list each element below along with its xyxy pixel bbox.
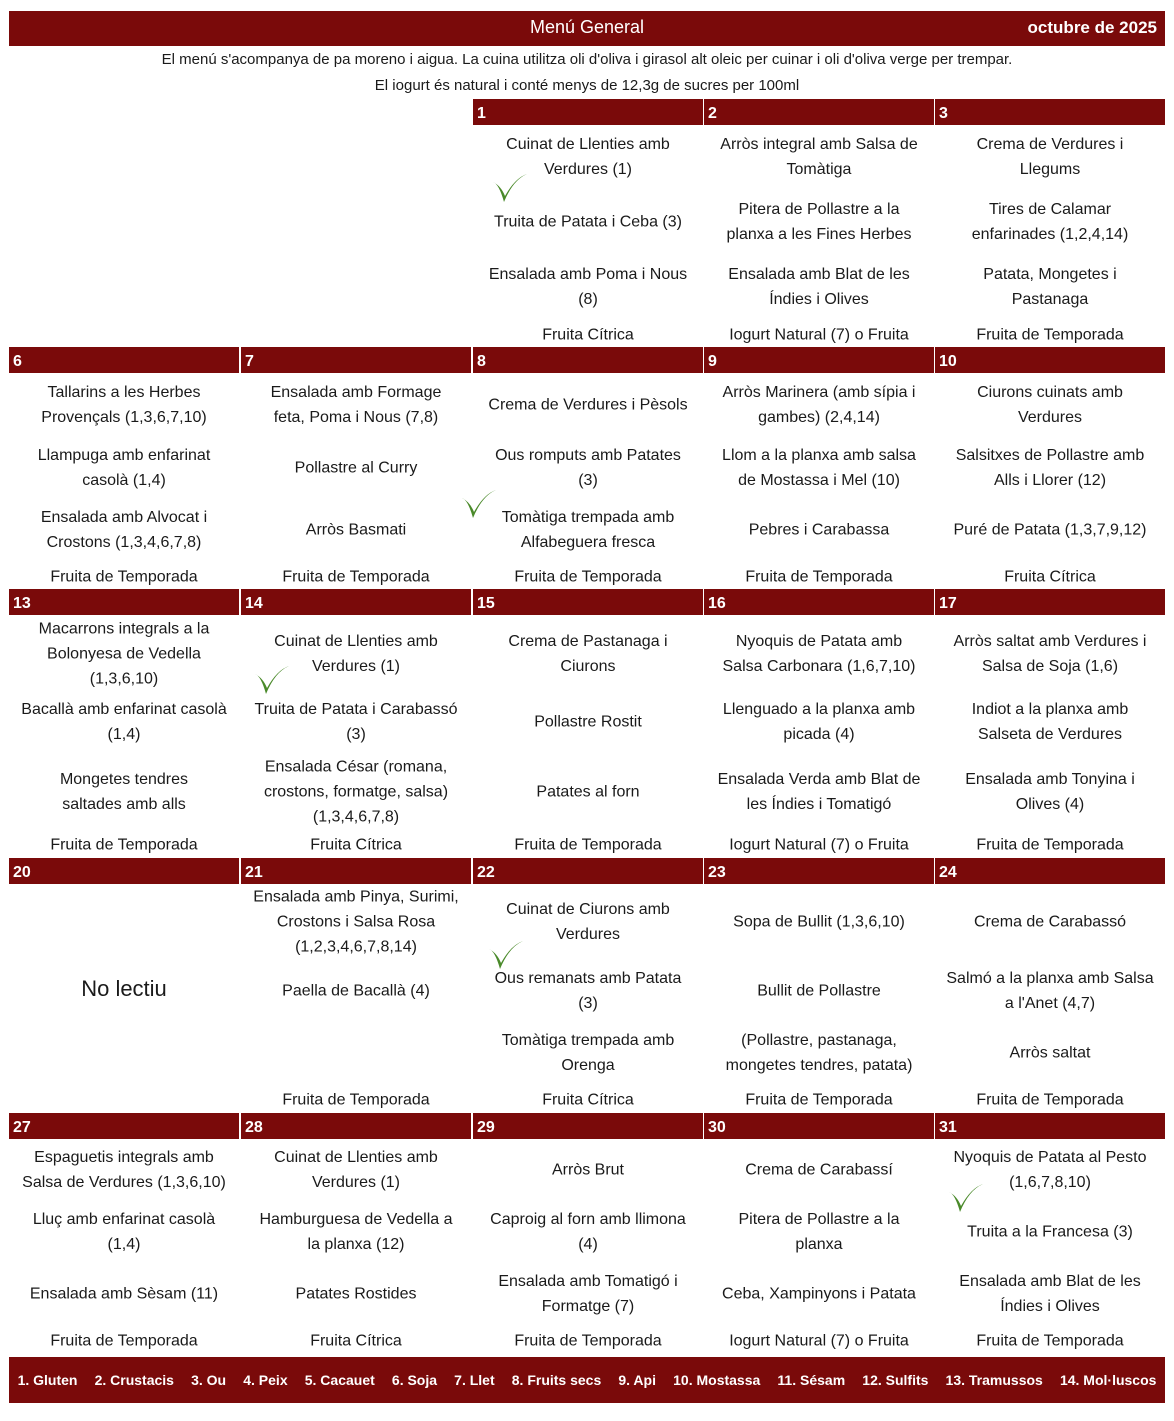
side-dish: Ensalada amb Blat de les Índies i Olives [959, 1273, 1141, 1315]
first-course: Crema de Carabassí [745, 1161, 893, 1179]
day-header-27: 27 [9, 1113, 239, 1139]
allergen-item: 10. Mostassa [673, 1372, 761, 1388]
second-course: Llenguado a la planxa amb picada (4) [722, 701, 916, 743]
day-header-9: 9 [704, 347, 934, 373]
menu-title: Menú General [529, 17, 645, 37]
dessert: Fruita Cítrica [1004, 568, 1096, 586]
dessert: Fruita de Temporada [514, 1332, 662, 1350]
allergen-item: 13. Tramussos [945, 1372, 1043, 1388]
day-header-23: 23 [704, 858, 934, 884]
day-header-6: 6 [9, 347, 239, 373]
second-course: Hamburguesa de Vedella a la planxa (12) [259, 1211, 453, 1253]
vegetarian-leaf-icon [251, 662, 291, 698]
side-dish: Pebres i Carabassa [748, 521, 890, 539]
first-course: Nyoquis de Patata amb Salsa Carbonara (1,6,7,10) [722, 633, 916, 675]
side-dish: Mongetes tendres saltades amb alls [59, 771, 189, 813]
second-course: Llampuga amb enfarinat casolà (1,4) [37, 447, 211, 489]
second-course: Pollastre Rostit [534, 713, 642, 731]
second-course: Ous remanats amb Patata (3) [494, 970, 682, 1012]
side-dish: (Pollastre, pastanaga, mongetes tendres, patata) [725, 1032, 913, 1074]
first-course: Cuinat de Llenties amb Verdures (1) [506, 136, 670, 178]
dessert: Fruita de Temporada [514, 836, 662, 854]
first-course: Cuinat de Llenties amb Verdures (1) [274, 633, 438, 675]
first-course: Arròs Brut [551, 1161, 624, 1179]
second-course: Truita a la Francesa (3) [967, 1223, 1133, 1241]
side-dish: Ceba, Xampinyons i Patata [722, 1285, 916, 1303]
dessert: Fruita de Temporada [282, 568, 430, 586]
first-course: Crema de Pastanaga i Ciurons [508, 633, 668, 675]
first-course: Ciurons cuinats amb Verdures [977, 384, 1123, 426]
first-course: Cuinat de Ciurons amb Verdures [506, 901, 670, 943]
dessert: Fruita Cítrica [542, 1091, 634, 1109]
second-course: Caproig al forn amb llimona (4) [490, 1211, 686, 1253]
second-course: Pitera de Pollastre a la planxa [738, 1211, 900, 1253]
side-dish: Ensalada Verda amb Blat de les Índies i Tomatigó [717, 771, 921, 813]
side-dish: Ensalada amb Blat de les Índies i Olives [728, 266, 910, 308]
dessert: Fruita de Temporada [976, 1332, 1124, 1350]
day-header-24: 24 [935, 858, 1165, 884]
day-header-21: 21 [241, 858, 471, 884]
dessert: Fruita de Temporada [50, 836, 198, 854]
allergen-item: 12. Sulfits [862, 1372, 929, 1388]
second-course: Truita de Patata i Carabassó (3) [254, 701, 458, 743]
second-course: Salsitxes de Pollastre amb Alls i Llorer (12) [955, 447, 1145, 489]
side-dish: Puré de Patata (1,3,7,9,12) [953, 521, 1147, 539]
second-course: Lluç amb enfarinat casolà (1,4) [32, 1211, 216, 1253]
day-header-1: 1 [473, 99, 703, 125]
vegetarian-leaf-icon [458, 486, 498, 522]
allergen-item: 11. Sésam [777, 1372, 846, 1388]
dessert: Fruita de Temporada [976, 836, 1124, 854]
side-dish: Patata, Mongetes i Pastanaga [983, 266, 1117, 308]
vegetarian-leaf-icon [485, 937, 525, 973]
day-header-3: 3 [935, 99, 1165, 125]
dessert: Iogurt Natural (7) o Fruita [729, 326, 909, 344]
second-course: Indiot a la planxa amb Salseta de Verdures [971, 701, 1129, 743]
allergen-item: 5. Cacauet [304, 1372, 375, 1388]
day-header-14: 14 [241, 589, 471, 615]
second-course: Llom a la planxa amb salsa de Mostassa i Mel (10) [722, 447, 916, 489]
allergen-item: 4. Peix [243, 1372, 288, 1388]
note-line-2: El iogurt és natural i conté menys de 12,3g de sucres per 100ml [374, 77, 800, 94]
first-course: Arròs Marinera (amb sípia i gambes) (2,4,14) [722, 384, 916, 426]
side-dish: Tomàtiga trempada amb Orenga [501, 1032, 675, 1074]
dessert: Fruita de Temporada [745, 568, 893, 586]
day-header-30: 30 [704, 1113, 934, 1139]
first-course: Macarrons integrals a la Bolonyesa de Vedella (1,3,6,10) [38, 620, 210, 688]
second-course: Ous romputs amb Patates (3) [495, 447, 681, 489]
allergen-item: 3. Ou [191, 1372, 227, 1388]
dessert: Fruita de Temporada [745, 1091, 893, 1109]
side-dish: Ensalada César (romana, crostons, formatge, salsa) (1,3,4,6,7,8) [263, 758, 449, 826]
day-header-29: 29 [473, 1113, 703, 1139]
side-dish: Ensalada amb Alvocat i Crostons (1,3,4,6,7,8) [40, 509, 208, 551]
dessert: Fruita de Temporada [50, 1332, 198, 1350]
dessert: Fruita Cítrica [310, 1332, 402, 1350]
allergen-item: 9. Api [618, 1372, 656, 1388]
day-header-28: 28 [241, 1113, 471, 1139]
side-dish: Ensalada amb Sèsam (11) [29, 1285, 219, 1303]
allergen-item: 14. Mol·luscos [1059, 1372, 1157, 1388]
second-course: Truita de Patata i Ceba (3) [494, 213, 682, 231]
allergen-legend [9, 1357, 1165, 1403]
dessert: Fruita de Temporada [976, 326, 1124, 344]
allergen-item: 1. Gluten [17, 1372, 78, 1388]
side-dish: Ensalada amb Poma i Nous (8) [488, 266, 688, 308]
dessert: Fruita Cítrica [542, 326, 634, 344]
side-dish: Patates Rostides [295, 1285, 417, 1303]
day-header-31: 31 [935, 1113, 1165, 1139]
vegetarian-leaf-icon [489, 170, 529, 206]
first-course: Nyoquis de Patata al Pesto (1,6,7,8,10) [953, 1149, 1147, 1191]
day-header-8: 8 [473, 347, 703, 373]
second-course: Pollastre al Curry [294, 459, 418, 477]
side-dish: Tomàtiga trempada amb Alfabeguera fresca [501, 509, 675, 551]
first-course: Crema de Verdures i Pèsols [488, 396, 688, 414]
side-dish: Patates al forn [536, 783, 640, 801]
side-dish: Ensalada amb Tomatigó i Formatge (7) [498, 1273, 678, 1315]
day-header-22: 22 [473, 858, 703, 884]
first-course: Crema de Verdures i Llegums [976, 136, 1124, 178]
allergen-item: 6. Soja [391, 1372, 438, 1388]
side-dish: Arròs Basmati [305, 521, 407, 539]
first-course: Arròs saltat amb Verdures i Salsa de Soja (1,6) [953, 633, 1147, 675]
first-course: Crema de Carabassó [973, 913, 1127, 931]
day-header-16: 16 [704, 589, 934, 615]
day-header-7: 7 [241, 347, 471, 373]
first-course: Espaguetis integrals amb Salsa de Verdures (1,3,6,10) [22, 1149, 226, 1191]
second-course: Salmó a la planxa amb Salsa a l'Anet (4,7) [946, 970, 1154, 1012]
day-header-10: 10 [935, 347, 1165, 373]
title-bar [9, 11, 1165, 46]
second-course: Bacallà amb enfarinat casolà (1,4) [21, 701, 227, 743]
dessert: Fruita de Temporada [282, 1091, 430, 1109]
allergen-item: 8. Fruits secs [511, 1372, 602, 1388]
second-course: Paella de Bacallà (4) [282, 982, 430, 1000]
day-header-13: 13 [9, 589, 239, 615]
allergen-item: 2. Crustacis [94, 1372, 174, 1388]
dessert: Fruita Cítrica [310, 836, 402, 854]
first-course: Tallarins a les Herbes Provençals (1,3,6,7,10) [41, 384, 207, 426]
day-header-2: 2 [704, 99, 934, 125]
vegetarian-leaf-icon [945, 1180, 985, 1216]
second-course: Bullit de Pollastre [757, 982, 881, 1000]
second-course: Tires de Calamar enfarinades (1,2,4,14) [971, 201, 1129, 243]
allergen-item: 7. Llet [454, 1372, 495, 1388]
first-course: Sopa de Bullit (1,3,6,10) [733, 913, 905, 931]
note-line-1: El menú s'acompanya de pa moreno i aigua. La cuina utilitza oli d'oliva i girasol alt oleic per cuinar i oli d'oliva verge per trempar. [161, 51, 1013, 68]
dessert: Fruita de Temporada [976, 1091, 1124, 1109]
dessert: Iogurt Natural (7) o Fruita [729, 836, 909, 854]
no-lectiu-label: No lectiu [81, 976, 167, 1001]
day-header-15: 15 [473, 589, 703, 615]
day-header-20: 20 [9, 858, 239, 884]
dessert: Iogurt Natural (7) o Fruita [729, 1332, 909, 1350]
dessert: Fruita de Temporada [514, 568, 662, 586]
dessert: Fruita de Temporada [50, 568, 198, 586]
first-course: Ensalada amb Formage feta, Poma i Nous (7,8) [270, 384, 442, 426]
second-course: Pitera de Pollastre a la planxa a les Fines Herbes [726, 201, 912, 243]
first-course: Cuinat de Llenties amb Verdures (1) [274, 1149, 438, 1191]
side-dish: Arròs saltat [1009, 1044, 1091, 1062]
side-dish: Ensalada amb Tonyina i Olives (4) [965, 771, 1135, 813]
day-header-17: 17 [935, 589, 1165, 615]
first-course: Ensalada amb Pinya, Surimi, Crostons i Salsa Rosa (1,2,3,4,6,7,8,14) [253, 888, 459, 956]
menu-month: octubre de 2025 [1027, 18, 1157, 37]
first-course: Arròs integral amb Salsa de Tomàtiga [720, 136, 918, 178]
